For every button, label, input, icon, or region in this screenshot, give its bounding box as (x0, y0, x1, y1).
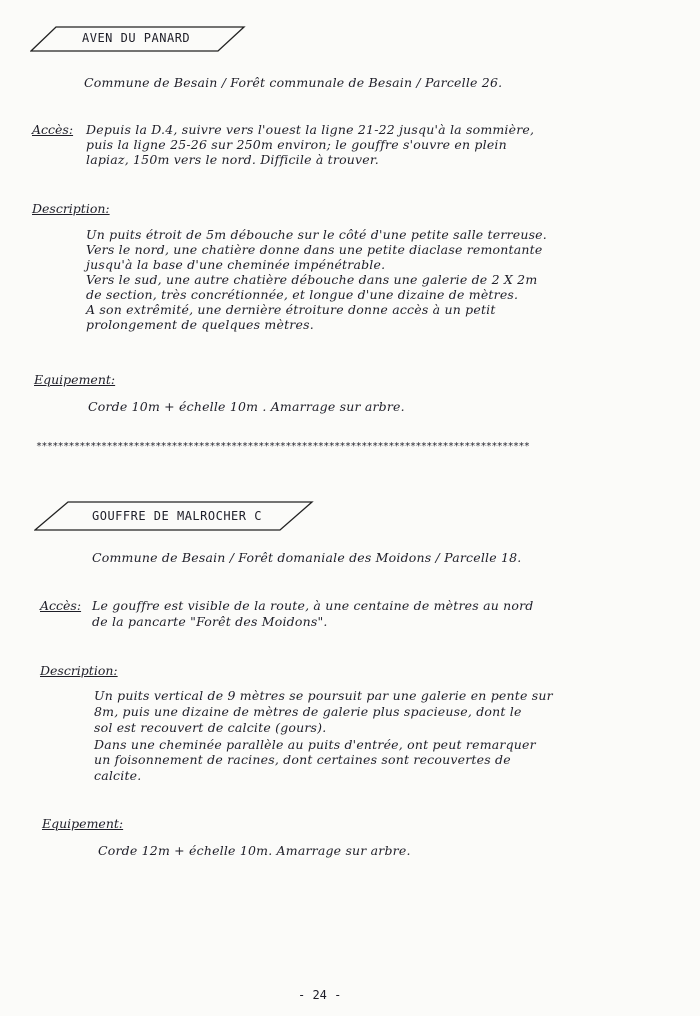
section-1-description-line: prolongement de quelques mètres. (86, 317, 314, 332)
section-2-description-line: Un puits vertical de 9 mètres se poursuit par une galerie en pente sur (94, 688, 553, 703)
section-1-description-line: Vers le nord, une chatière donne dans une petite diaclase remontante (86, 242, 543, 257)
page-number: - 24 - (298, 988, 342, 1002)
section-2-equipement-label: Equipement: (42, 816, 124, 831)
section-1-acces-line: Depuis la D.4, suivre vers l'ouest la ligne 21-22 jusqu'à la sommière, (86, 122, 535, 137)
section-1-description-line: Vers le sud, une autre chatière débouche dans une galerie de 2 X 2m (86, 272, 538, 287)
section-1-description-line: jusqu'à la base d'une cheminée impénétrable. (86, 257, 386, 272)
section-2-description-line: un foisonnement de racines, dont certaines sont recouvertes de (94, 752, 511, 767)
section-2-acces-line: de la pancarte "Forêt des Moidons". (92, 614, 328, 629)
section-1-equipement-label: Equipement: (34, 372, 116, 387)
section-2-acces-label: Accès: (40, 598, 82, 613)
section-1-title: AVEN DU PANARD (82, 31, 191, 45)
section-1-title-box (30, 26, 246, 52)
section-2-title: GOUFFRE DE MALROCHER C (92, 509, 262, 523)
section-2-equipement: Corde 12m + échelle 10m. Amarrage sur arbre. (98, 843, 411, 858)
section-1-description-label: Description: (32, 201, 110, 216)
section-2-title-box (34, 501, 314, 527)
section-1-acces-line: puis la ligne 25-26 sur 250m environ; le gouffre s'ouvre en plein (86, 137, 507, 152)
section-2-acces-line: Le gouffre est visible de la route, à une centaine de mètres au nord (92, 598, 534, 613)
section-2-description-line: sol est recouvert de calcite (gours). (94, 720, 327, 735)
section-2-description-line: 8m, puis une dizaine de mètres de galerie plus spacieuse, dont le (94, 704, 522, 719)
section-1-description-line: Un puits étroit de 5m débouche sur le côté d'une petite salle terreuse. (86, 227, 547, 242)
section-1-description-line: A son extrêmité, une dernière étroiture donne accès à un petit (86, 302, 496, 317)
section-1-description-line: de section, très concrétionnée, et longue d'une dizaine de mètres. (86, 287, 519, 302)
section-2-description-line: Dans une cheminée parallèle au puits d'entrée, ont peut remarquer (94, 737, 536, 752)
section-2-description-label: Description: (40, 663, 118, 678)
section-separator: ******************************************************************************************* (36, 441, 530, 452)
section-1-equipement: Corde 10m + échelle 10m . Amarrage sur arbre. (88, 399, 405, 414)
section-1-commune: Commune de Besain / Forêt communale de Besain / Parcelle 26. (84, 75, 503, 90)
section-1-acces-line: lapiaz, 150m vers le nord. Difficile à trouver. (86, 152, 379, 167)
section-1-acces-label: Accès: (32, 122, 74, 137)
section-2-commune: Commune de Besain / Forêt domaniale des Moidons / Parcelle 18. (92, 550, 522, 565)
section-2-description-line: calcite. (94, 768, 142, 783)
